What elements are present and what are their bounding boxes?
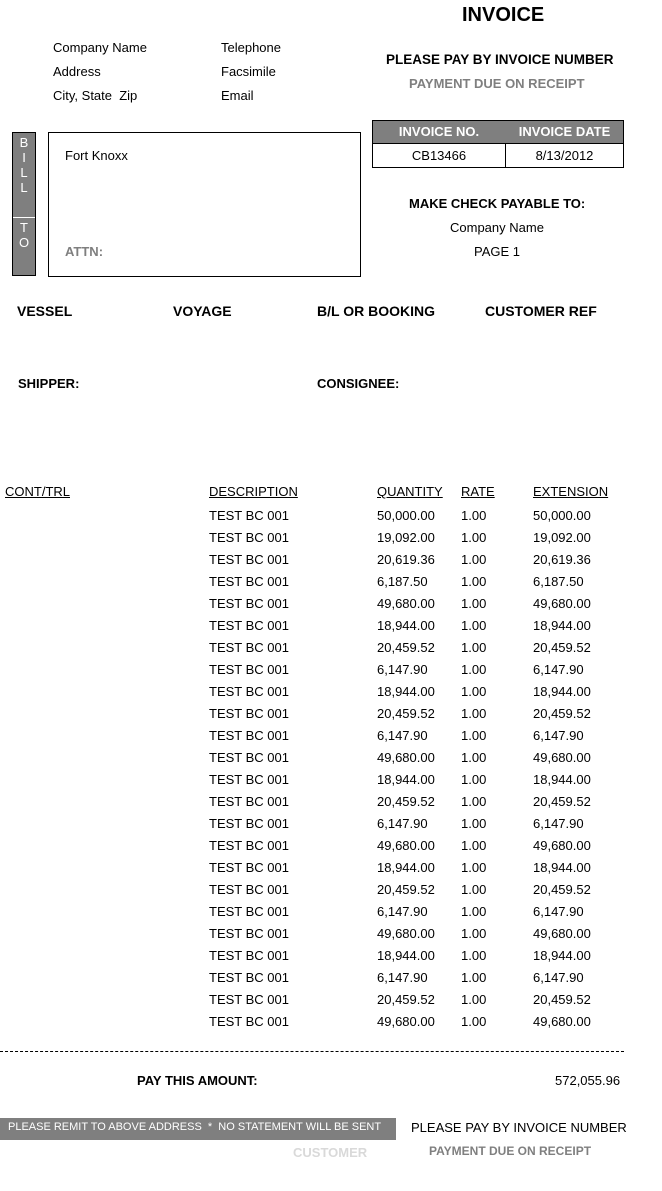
row-description: TEST BC 001 [209, 750, 289, 765]
row-quantity: 50,000.00 [377, 508, 435, 523]
row-extension: 49,680.00 [533, 926, 591, 941]
row-rate: 1.00 [461, 860, 487, 875]
invoice-date-label: INVOICE DATE [518, 124, 611, 139]
pay-by-invoice-notice: PLEASE PAY BY INVOICE NUMBER [386, 52, 614, 67]
row-description: TEST BC 001 [209, 574, 289, 589]
remit-notice: PLEASE REMIT TO ABOVE ADDRESS * NO STATEMENT WILL BE SENT [8, 1121, 382, 1133]
bill-to-divider [13, 217, 35, 218]
row-extension: 20,459.52 [533, 794, 591, 809]
row-rate: 1.00 [461, 1014, 487, 1029]
make-check-payable-label: MAKE CHECK PAYABLE TO: [409, 196, 586, 211]
cut-line [0, 1051, 624, 1052]
row-extension: 49,680.00 [533, 596, 591, 611]
payment-due-notice: PAYMENT DUE ON RECEIPT [409, 76, 585, 91]
row-rate: 1.00 [461, 970, 487, 985]
remit-banner [0, 1118, 396, 1140]
consignee-label: CONSIGNEE: [317, 376, 400, 391]
row-rate: 1.00 [461, 640, 487, 655]
row-description: TEST BC 001 [209, 1014, 289, 1029]
row-quantity: 20,459.52 [377, 794, 435, 809]
row-quantity: 18,944.00 [377, 618, 435, 633]
row-quantity: 19,092.00 [377, 530, 435, 545]
footer-customer-label: CUSTOMER [293, 1145, 368, 1160]
row-rate: 1.00 [461, 992, 487, 1007]
table-row [0, 640, 662, 662]
row-rate: 1.00 [461, 772, 487, 787]
row-description: TEST BC 001 [209, 552, 289, 567]
bill-letter: I [22, 150, 26, 165]
row-rate: 1.00 [461, 662, 487, 677]
invoice-title: INVOICE [462, 4, 545, 26]
row-description: TEST BC 001 [209, 992, 289, 1007]
row-quantity: 49,680.00 [377, 750, 435, 765]
row-quantity: 6,147.90 [377, 904, 428, 919]
row-quantity: 20,459.52 [377, 640, 435, 655]
bill-letter: L [20, 165, 28, 180]
footer-pay-by-invoice: PLEASE PAY BY INVOICE NUMBER [411, 1120, 627, 1135]
invoice-date-value: 8/13/2012 [535, 148, 594, 163]
table-row [0, 728, 662, 750]
table-row [0, 860, 662, 882]
row-extension: 19,092.00 [533, 530, 591, 545]
row-rate: 1.00 [461, 838, 487, 853]
row-description: TEST BC 001 [209, 618, 289, 633]
row-extension: 6,147.90 [533, 728, 584, 743]
row-quantity: 18,944.00 [377, 860, 435, 875]
table-row [0, 794, 662, 816]
row-extension: 18,944.00 [533, 618, 591, 633]
col-header-extension: EXTENSION [533, 484, 609, 499]
row-rate: 1.00 [461, 926, 487, 941]
row-quantity: 49,680.00 [377, 596, 435, 611]
row-description: TEST BC 001 [209, 596, 289, 611]
row-rate: 1.00 [461, 684, 487, 699]
vessel-label: VESSEL [17, 303, 73, 319]
table-row [0, 992, 662, 1014]
row-extension: 6,187.50 [533, 574, 584, 589]
table-row [0, 1014, 662, 1036]
row-description: TEST BC 001 [209, 882, 289, 897]
row-quantity: 6,147.90 [377, 728, 428, 743]
col-header-description: DESCRIPTION [209, 484, 298, 499]
row-description: TEST BC 001 [209, 904, 289, 919]
row-extension: 20,619.36 [533, 552, 591, 567]
row-description: TEST BC 001 [209, 530, 289, 545]
payable-company-name: Company Name [450, 220, 544, 235]
company-address: Address [53, 64, 101, 79]
col-header-quantity: QUANTITY [377, 484, 443, 499]
row-quantity: 6,187.50 [377, 574, 428, 589]
row-description: TEST BC 001 [209, 640, 289, 655]
row-extension: 20,459.52 [533, 882, 591, 897]
invoice-info-table [372, 120, 624, 168]
row-rate: 1.00 [461, 728, 487, 743]
row-quantity: 18,944.00 [377, 948, 435, 963]
pay-this-amount-label: PAY THIS AMOUNT: [137, 1073, 258, 1088]
row-rate: 1.00 [461, 794, 487, 809]
row-rate: 1.00 [461, 706, 487, 721]
shipper-label: SHIPPER: [18, 376, 80, 391]
row-extension: 18,944.00 [533, 948, 591, 963]
row-extension: 49,680.00 [533, 838, 591, 853]
row-rate: 1.00 [461, 816, 487, 831]
bl-booking-label: B/L OR BOOKING [317, 303, 435, 319]
row-description: TEST BC 001 [209, 970, 289, 985]
row-description: TEST BC 001 [209, 706, 289, 721]
row-quantity: 20,619.36 [377, 552, 435, 567]
table-row [0, 684, 662, 706]
row-quantity: 49,680.00 [377, 926, 435, 941]
row-rate: 1.00 [461, 552, 487, 567]
table-row [0, 618, 662, 640]
table-row [0, 970, 662, 992]
to-letter: O [18, 235, 30, 250]
row-rate: 1.00 [461, 530, 487, 545]
bill-to-attn: ATTN: [65, 244, 104, 259]
table-row [0, 596, 662, 618]
table-row [0, 904, 662, 926]
row-quantity: 6,147.90 [377, 662, 428, 677]
row-rate: 1.00 [461, 904, 487, 919]
to-letter: T [20, 220, 28, 235]
row-quantity: 20,459.52 [377, 882, 435, 897]
company-email: Email [221, 88, 254, 103]
table-row [0, 530, 662, 552]
row-description: TEST BC 001 [209, 794, 289, 809]
table-row [0, 926, 662, 948]
row-extension: 18,944.00 [533, 772, 591, 787]
row-quantity: 20,459.52 [377, 706, 435, 721]
invoice-info-divider [373, 143, 623, 144]
table-row [0, 948, 662, 970]
row-extension: 18,944.00 [533, 684, 591, 699]
row-quantity: 18,944.00 [377, 684, 435, 699]
company-telephone: Telephone [221, 40, 281, 55]
row-quantity: 6,147.90 [377, 970, 428, 985]
row-extension: 50,000.00 [533, 508, 591, 523]
table-row [0, 662, 662, 684]
row-quantity: 49,680.00 [377, 838, 435, 853]
table-row [0, 838, 662, 860]
table-row [0, 772, 662, 794]
row-extension: 20,459.52 [533, 992, 591, 1007]
invoice-no-value: CB13466 [411, 148, 467, 163]
row-quantity: 6,147.90 [377, 816, 428, 831]
row-description: TEST BC 001 [209, 838, 289, 853]
table-row [0, 750, 662, 772]
row-extension: 20,459.52 [533, 640, 591, 655]
company-city-state-zip: City, State Zip [53, 88, 138, 103]
row-extension: 20,459.52 [533, 706, 591, 721]
row-rate: 1.00 [461, 508, 487, 523]
row-rate: 1.00 [461, 750, 487, 765]
bill-to-box [48, 132, 361, 277]
table-row [0, 552, 662, 574]
bill-to-label [12, 132, 36, 276]
bill-letter: L [20, 180, 28, 195]
row-description: TEST BC 001 [209, 728, 289, 743]
bill-to-customer: Fort Knoxx [65, 148, 128, 163]
row-extension: 6,147.90 [533, 904, 584, 919]
invoice-no-label: INVOICE NO. [398, 124, 480, 139]
row-extension: 49,680.00 [533, 1014, 591, 1029]
row-quantity: 20,459.52 [377, 992, 435, 1007]
bill-letter: B [19, 135, 29, 150]
row-extension: 49,680.00 [533, 750, 591, 765]
row-description: TEST BC 001 [209, 508, 289, 523]
bill-to-label-bill [13, 135, 35, 195]
row-quantity: 18,944.00 [377, 772, 435, 787]
row-extension: 6,147.90 [533, 816, 584, 831]
row-extension: 6,147.90 [533, 662, 584, 677]
row-rate: 1.00 [461, 618, 487, 633]
customer-ref-label: CUSTOMER REF [485, 303, 597, 319]
bill-to-label-to [13, 220, 35, 250]
pay-this-amount-value: 572,055.96 [555, 1073, 621, 1088]
company-facsimile: Facsimile [221, 64, 276, 79]
company-name: Company Name [53, 40, 147, 55]
col-header-cont-trl: CONT/TRL [5, 484, 70, 499]
row-rate: 1.00 [461, 948, 487, 963]
row-description: TEST BC 001 [209, 948, 289, 963]
row-quantity: 49,680.00 [377, 1014, 435, 1029]
voyage-label: VOYAGE [173, 303, 232, 319]
row-rate: 1.00 [461, 596, 487, 611]
row-description: TEST BC 001 [209, 662, 289, 677]
table-row [0, 508, 662, 530]
page-number: PAGE 1 [474, 244, 521, 259]
row-extension: 6,147.90 [533, 970, 584, 985]
table-row [0, 706, 662, 728]
row-rate: 1.00 [461, 574, 487, 589]
row-description: TEST BC 001 [209, 860, 289, 875]
col-header-rate: RATE [461, 484, 495, 499]
table-row [0, 882, 662, 904]
row-rate: 1.00 [461, 882, 487, 897]
table-row [0, 816, 662, 838]
table-row [0, 574, 662, 596]
row-description: TEST BC 001 [209, 772, 289, 787]
row-extension: 18,944.00 [533, 860, 591, 875]
row-description: TEST BC 001 [209, 926, 289, 941]
row-description: TEST BC 001 [209, 684, 289, 699]
row-description: TEST BC 001 [209, 816, 289, 831]
footer-payment-due: PAYMENT DUE ON RECEIPT [429, 1144, 592, 1158]
